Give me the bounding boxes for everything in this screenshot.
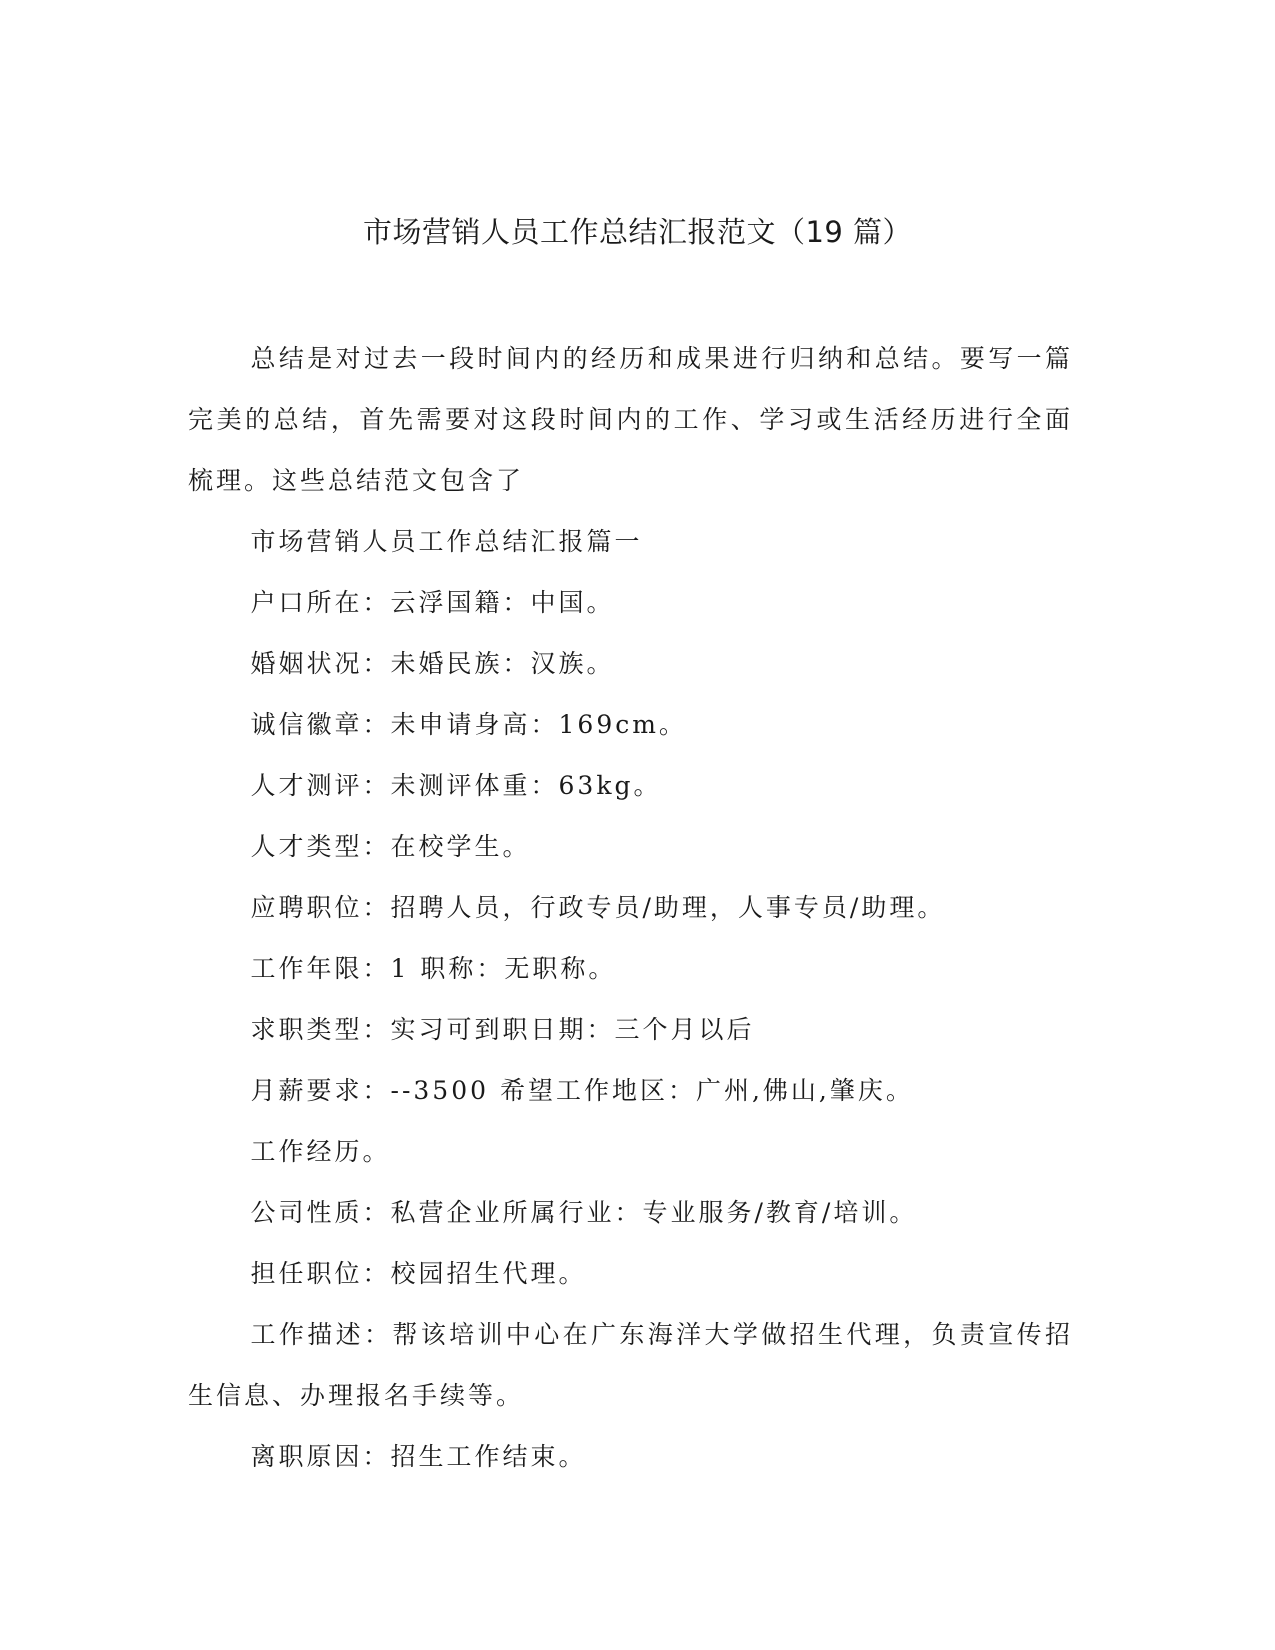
paragraph: 担任职位：校园招生代理。: [250, 1259, 587, 1288]
paragraph: 求职类型：实习可到职日期：三个月以后: [250, 1015, 755, 1044]
paragraph: 公司性质：私营企业所属行业：专业服务/教育/培训。: [250, 1198, 918, 1227]
paragraph: 月薪要求：--3500 希望工作地区：广州,佛山,肇庆。: [250, 1076, 914, 1105]
paragraph: 婚姻状况：未婚民族：汉族。: [250, 649, 615, 678]
paragraph: 工作描述：帮该培训中心在广东海洋大学做招生代理，负责宣传招生信息、办理报名手续等。: [188, 1320, 1073, 1410]
paragraph: 人才测评：未测评体重：63kg。: [250, 771, 662, 800]
paragraph: 离职原因：招生工作结束。: [250, 1442, 587, 1471]
section-heading: 市场营销人员工作总结汇报篇一: [250, 527, 643, 556]
paragraph: 工作经历。: [250, 1137, 391, 1166]
paragraph: 应聘职位：招聘人员，行政专员/助理，人事专员/助理。: [250, 893, 946, 922]
intro-paragraph: 总结是对过去一段时间内的经历和成果进行归纳和总结。要写一篇完美的总结，首先需要对这段时间内的工作、学习或生活经历进行全面梳理。这些总结范文包含了: [188, 344, 1073, 495]
paragraph: 人才类型：在校学生。: [250, 832, 531, 861]
paragraph: 户口所在：云浮国籍：中国。: [250, 588, 615, 617]
document-body: [188, 328, 1073, 1487]
paragraph: 工作年限：1 职称：无职称。: [250, 954, 617, 983]
document-title: 市场营销人员工作总结汇报范文（19 篇）: [362, 215, 913, 249]
paragraph: 诚信徽章：未申请身高：169cm。: [250, 710, 687, 739]
